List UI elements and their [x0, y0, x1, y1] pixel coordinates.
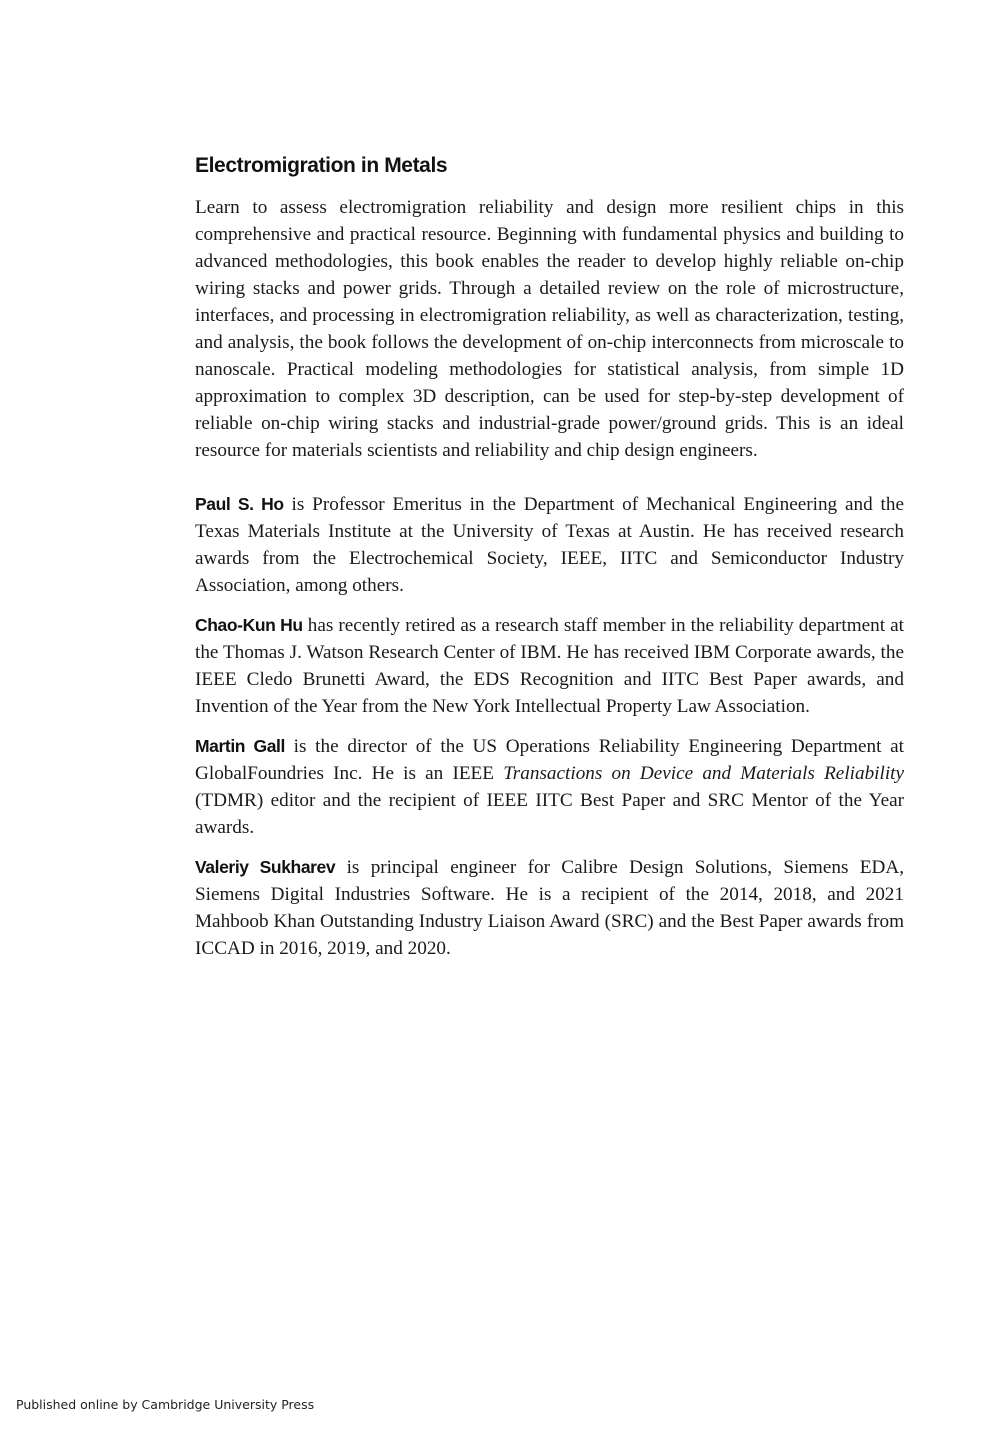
author-bio-sukharev: [195, 854, 904, 962]
author-name-ho: Paul S. Ho: [195, 494, 284, 514]
book-title: Electromigration in Metals: [195, 154, 448, 177]
author-bio-text-gall-part2: (TDMR) editor and the recipient of IEEE IITC Best Paper and SRC Mentor of the Year awards.: [195, 790, 904, 838]
author-bio-gall: [195, 733, 904, 841]
author-name-gall: Martin Gall: [195, 736, 285, 756]
book-description: Learn to assess electromigration reliability and design more resilient chips in this comprehensive and practical resource. Beginning with fundamental physics and building to advanced methodologies, this book enables the reader to develop highly reliable on-chip wiring stacks and power grids. Through a detailed review on the role of microstructure, interfaces, and processing in electromigration reliability, as well as characterization, testing, and analysis, the book follows the development of on-chip interconnects from microscale to nanoscale. Practical modeling methodologies for statistical analysis, from simple 1D approximation to complex 3D description, can be used for step-by-step development of reliable on-chip wiring stacks and industrial-grade power/ground grids. This is an ideal resource for materials scientists and reliability and chip design engineers.: [195, 197, 904, 461]
journal-title-italic: Transactions on Device and Materials Reliability: [503, 763, 905, 784]
author-bio-text-sukharev: is principal engineer for Calibre Design Solutions, Siemens EDA, Siemens Digital Industries Software. He is a recipient of the 2014, 2018, and 2021 Mahboob Khan Outstanding Industry Liaison Award (SRC) and the Best Paper awards from ICCAD in 2016, 2019, and 2020.: [195, 857, 904, 959]
author-name-sukharev: Valeriy Sukharev: [195, 857, 336, 877]
book-page: [195, 150, 904, 975]
publisher-footer: Published online by Cambridge University Press: [16, 1397, 315, 1412]
author-bio-text-gall-part1: is the director of the US Operations Reliability Engineering Department at GlobalFoundries Inc. He is an IEEE: [195, 736, 905, 784]
author-bio-text-hu: has recently retired as a research staff member in the reliability department at the Thomas J. Watson Research Center of IBM. He has received IBM Corporate awards, the IEEE Cledo Brunetti Award, the EDS Recognition and IITC Best Paper awards, and Invention of the Year from the New York Intellectual Property Law Association.: [195, 615, 904, 717]
author-bio-text-ho: is Professor Emeritus in the Department of Mechanical Engineering and the Texas Materials Institute at the University of Texas at Austin. He has received research awards from the Electrochemical Society, IEEE, IITC and Semiconductor Industry Association, among others.: [195, 494, 904, 596]
author-bio-hu: [195, 612, 904, 720]
author-bio-ho: [195, 491, 904, 599]
author-name-hu: Chao-Kun Hu: [195, 615, 303, 635]
